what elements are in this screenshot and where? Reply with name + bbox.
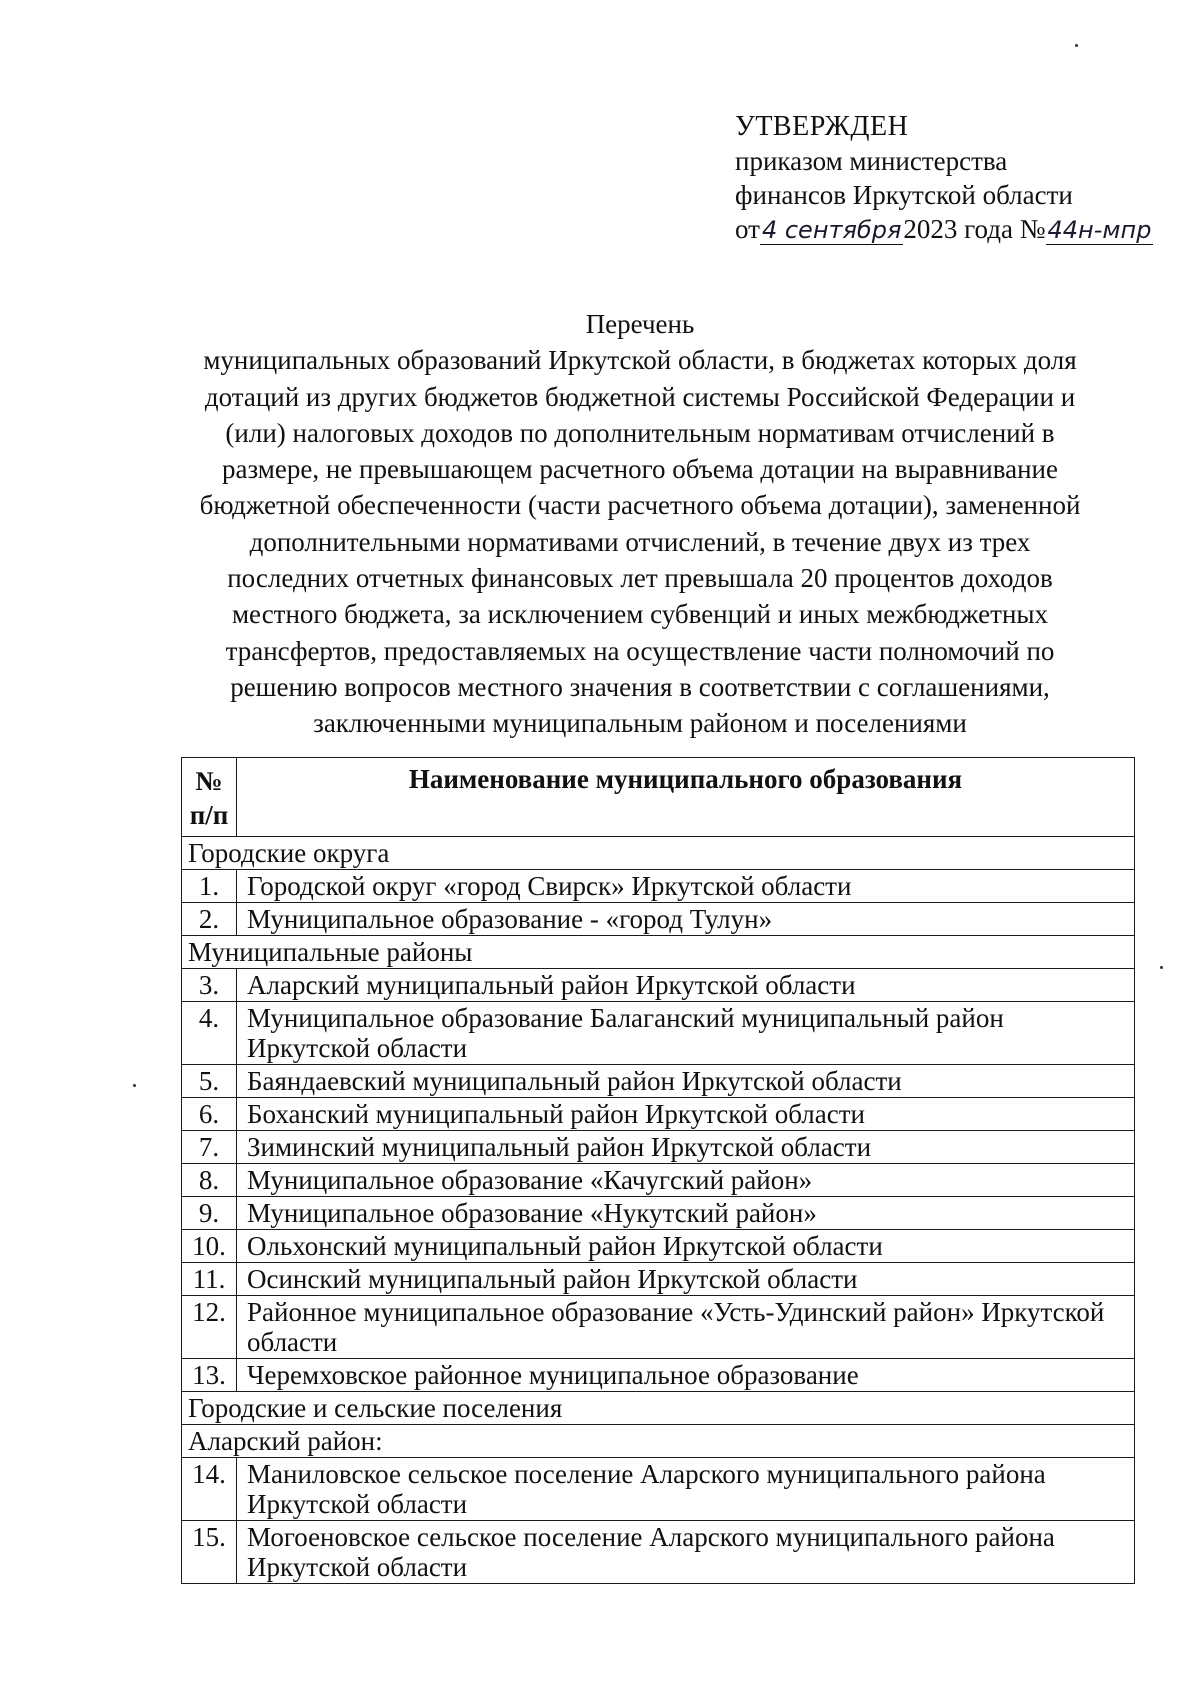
row-number: 14.	[182, 1458, 237, 1521]
row-name: Баяндаевский муниципальный район Иркутской области	[237, 1065, 1135, 1098]
section-alarsky: Аларский район:	[182, 1425, 1135, 1458]
section-row	[182, 936, 1135, 969]
row-name: Черемховское районное муниципальное образование	[237, 1359, 1135, 1392]
approval-date-year: 2023 года №	[903, 214, 1046, 244]
title-line-9: трансфертов, предоставляемых на осуществление части полномочий по	[225, 635, 1055, 666]
table-row	[182, 870, 1135, 903]
approval-line-1: приказом министерства	[735, 146, 1008, 176]
row-name: Могоеновское сельское поселение Аларского муниципального района Иркутской области	[237, 1521, 1135, 1584]
title-line-2: дотаций из других бюджетов бюджетной системы Российской Федерации и	[204, 381, 1076, 412]
row-number: 5.	[182, 1065, 237, 1098]
scan-speck	[1075, 44, 1078, 47]
table-row	[182, 1230, 1135, 1263]
section-row	[182, 1392, 1135, 1425]
handwritten-date: 4 сентября	[761, 216, 902, 244]
table-row	[182, 1197, 1135, 1230]
row-name: Боханский муниципальный район Иркутской области	[237, 1098, 1135, 1131]
row-number: 12.	[182, 1296, 237, 1359]
row-number: 1.	[182, 870, 237, 903]
row-number: 15.	[182, 1521, 237, 1584]
header-number	[182, 758, 237, 837]
table-row	[182, 1131, 1135, 1164]
title-line-6: дополнительными нормативами отчислений, в течение двух из трех	[249, 526, 1031, 557]
header-number-pp: п/п	[189, 800, 229, 830]
row-name: Муниципальное образование Балаганский муниципальный район Иркутской области	[237, 1002, 1135, 1065]
title-line-5: бюджетной обеспеченности (части расчетного объема дотации), замененной	[199, 490, 1081, 521]
row-number: 13.	[182, 1359, 237, 1392]
row-name: Муниципальное образование «Качугский район»	[237, 1164, 1135, 1197]
row-name: Маниловское сельское поселение Аларского муниципального района Иркутской области	[237, 1458, 1135, 1521]
approval-heading: УТВЕРЖДЕН	[735, 111, 909, 142]
header-number-sign: №	[195, 766, 223, 796]
row-name: Осинский муниципальный район Иркутской области	[237, 1263, 1135, 1296]
handwritten-order-number: 44н-мпр	[1047, 216, 1152, 244]
title-line-11: заключенными муниципальным районом и поселениями	[313, 708, 967, 739]
title-line-3: (или) налоговых доходов по дополнительным нормативам отчислений в	[225, 417, 1055, 448]
section-row	[182, 1425, 1135, 1458]
row-name: Районное муниципальное образование «Усть-Удинский район» Иркутской области	[237, 1296, 1135, 1359]
row-name: Зиминский муниципальный район Иркутской области	[237, 1131, 1135, 1164]
table-row	[182, 1359, 1135, 1392]
table-row	[182, 969, 1135, 1002]
row-number: 11.	[182, 1263, 237, 1296]
row-number: 9.	[182, 1197, 237, 1230]
row-name: Городской округ «город Свирск» Иркутской области	[237, 870, 1135, 903]
section-row	[182, 837, 1135, 870]
section-city-districts: Городские округа	[182, 837, 1135, 870]
scan-speck	[133, 1084, 136, 1087]
title-line-7: последних отчетных финансовых лет превышала 20 процентов доходов	[227, 563, 1053, 594]
section-municipal-districts: Муниципальные районы	[182, 936, 1135, 969]
row-name: Муниципальное образование «Нукутский район»	[237, 1197, 1135, 1230]
table-row	[182, 1164, 1135, 1197]
row-number: 7.	[182, 1131, 237, 1164]
table-row	[182, 1521, 1135, 1584]
table-row	[182, 1098, 1135, 1131]
approval-stamp-block	[735, 110, 1155, 247]
row-number: 10.	[182, 1230, 237, 1263]
title-line-1: муниципальных образований Иркутской области, в бюджетах которых доля	[203, 345, 1077, 376]
approval-date-prefix: от	[735, 214, 760, 244]
table-row	[182, 1002, 1135, 1065]
table-row	[182, 1296, 1135, 1359]
table-header-row	[182, 758, 1135, 837]
document-title	[170, 306, 1110, 742]
section-settlements: Городские и сельские поселения	[182, 1392, 1135, 1425]
title-heading: Перечень	[585, 309, 695, 339]
row-name: Аларский муниципальный район Иркутской области	[237, 969, 1135, 1002]
table-row	[182, 1263, 1135, 1296]
scan-speck	[1160, 966, 1163, 969]
table-row	[182, 1065, 1135, 1098]
header-name: Наименование муниципального образования	[237, 758, 1135, 837]
table-row	[182, 1458, 1135, 1521]
row-number: 2.	[182, 903, 237, 936]
title-line-4: размере, не превышающем расчетного объема дотации на выравнивание	[222, 454, 1058, 485]
row-name: Ольхонский муниципальный район Иркутской области	[237, 1230, 1135, 1263]
title-line-8: местного бюджета, за исключением субвенций и иных межбюджетных	[231, 599, 1049, 630]
row-number: 8.	[182, 1164, 237, 1197]
municipalities-table	[181, 757, 1135, 1584]
table-row	[182, 903, 1135, 936]
row-number: 3.	[182, 969, 237, 1002]
approval-date-line	[735, 212, 1155, 247]
row-number: 6.	[182, 1098, 237, 1131]
title-line-10: решению вопросов местного значения в соответствии с соглашениями,	[230, 671, 1050, 702]
row-name: Муниципальное образование - «город Тулун»	[237, 903, 1135, 936]
row-number: 4.	[182, 1002, 237, 1065]
approval-line-2: финансов Иркутской области	[735, 180, 1073, 210]
